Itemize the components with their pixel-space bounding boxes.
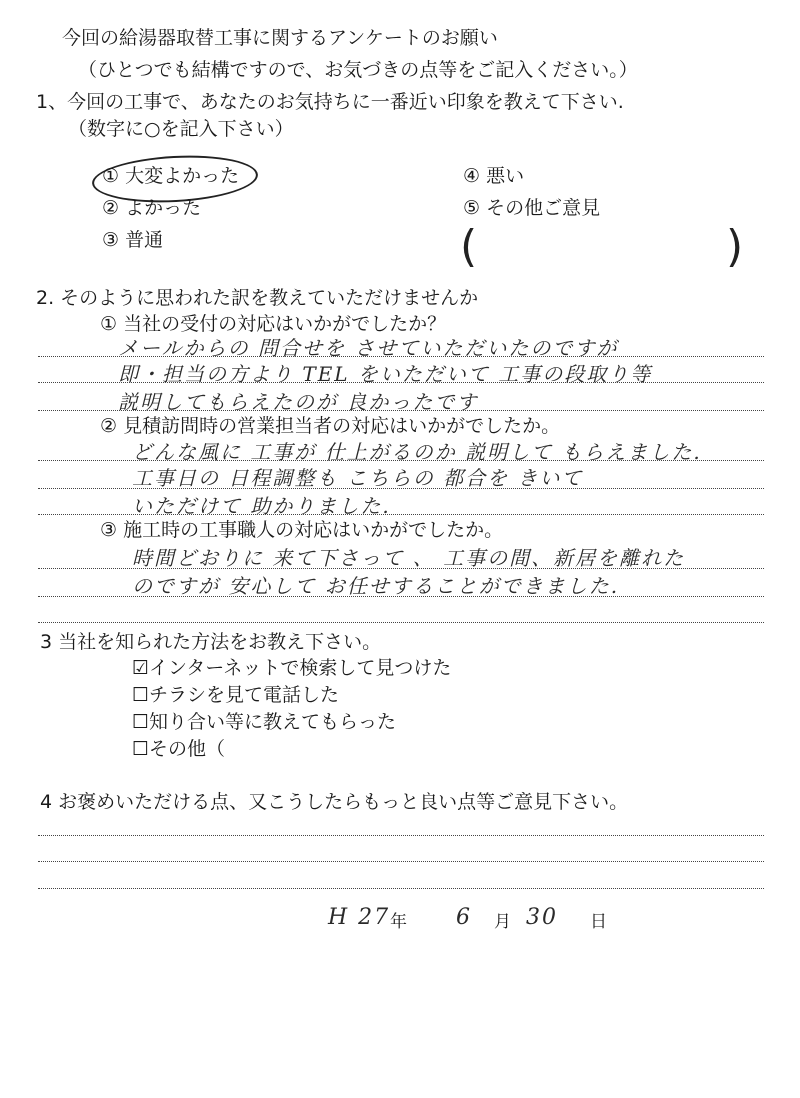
- q1-instruction: （数字に○を記入下さい）: [68, 118, 294, 140]
- q1-option-5[interactable]: ⑤ その他ご意見: [463, 197, 601, 219]
- answer-line: [38, 460, 764, 461]
- answer-line: [38, 835, 764, 836]
- q2-sub3-answer-2: のですが 安心して お任せすることができました.: [132, 574, 620, 598]
- survey-subtitle: （ひとつでも結構ですので、お気づきの点等をご記入ください。）: [78, 59, 638, 81]
- q1-option-1[interactable]: ① 大変よかった: [102, 165, 240, 187]
- q3-option-acquaintance[interactable]: ☐知り合い等に教えてもらった: [132, 711, 397, 733]
- answer-line: [38, 861, 764, 862]
- q1-option-4[interactable]: ④ 悪い: [463, 165, 525, 187]
- survey-title: 今回の給湯器取替工事に関するアンケートのお願い: [62, 27, 498, 49]
- q1-option-2[interactable]: ② よかった: [102, 197, 202, 219]
- answer-line: [38, 568, 764, 569]
- q2-sub1-answer-3: 説明してもらえたのが 良かったです: [118, 390, 479, 414]
- q2-sub2-answer-1: どんな風に 工事が 仕上がるのか 説明して もらえました.: [132, 440, 702, 464]
- answer-line: [38, 410, 764, 411]
- q2-sub2-answer-2: 工事日の 日程調整も こちらの 都合を きいて: [132, 466, 584, 490]
- q1-other-open-paren: (: [460, 221, 478, 272]
- answer-line: [38, 888, 764, 889]
- q3-option-internet[interactable]: ☑インターネットで検索して見つけた: [132, 657, 452, 679]
- q2-sub3: ③ 施工時の工事職人の対応はいかがでしたか。: [100, 519, 504, 541]
- date-day: 30: [526, 905, 558, 930]
- q1-option-3[interactable]: ③ 普通: [102, 229, 164, 251]
- q3-option-flyer[interactable]: ☐チラシを見て電話した: [132, 684, 340, 706]
- q2-sub1-answer-1: メールからの 問合せを させていただいたのですが: [118, 336, 619, 360]
- date-day-label: 日: [590, 912, 607, 932]
- answer-line: [38, 382, 764, 383]
- q4-question: 4 お褒めいただける点、又こうしたらもっと良い点等ご意見下さい。: [40, 791, 629, 813]
- date-era-year: H 27: [328, 905, 391, 930]
- q2-sub1-answer-2: 即・担当の方より TEL をいただいて 工事の段取り等: [118, 362, 653, 386]
- q3-option-other[interactable]: ☐その他（: [132, 738, 226, 760]
- q3-question: 3 当社を知られた方法をお教え下さい。: [40, 631, 382, 653]
- answer-line: [38, 514, 764, 515]
- q2-sub1: ① 当社の受付の対応はいかがでしたか？: [100, 313, 447, 335]
- answer-line: [38, 488, 764, 489]
- q2-question: 2. そのように思われた訳を教えていただけませんか: [36, 287, 479, 309]
- answer-line: [38, 596, 764, 597]
- date-month-label: 月: [494, 912, 511, 932]
- answer-line: [38, 356, 764, 357]
- date-year-label: 年: [390, 912, 407, 932]
- date-month: 6: [456, 905, 472, 930]
- q2-sub2: ② 見積訪問時の営業担当者の対応はいかがでしたか。: [100, 415, 561, 437]
- q1-question: 1、今回の工事で、あなたのお気持ちに一番近い印象を教えて下さい.: [36, 91, 624, 113]
- answer-line: [38, 622, 764, 623]
- q1-other-close-paren: ): [726, 221, 744, 272]
- q2-sub3-answer-1: 時間どおりに 来て下さって 、 工事の間、新居を離れた: [132, 546, 686, 570]
- q2-sub2-answer-3: いただけて 助かりました.: [132, 494, 391, 518]
